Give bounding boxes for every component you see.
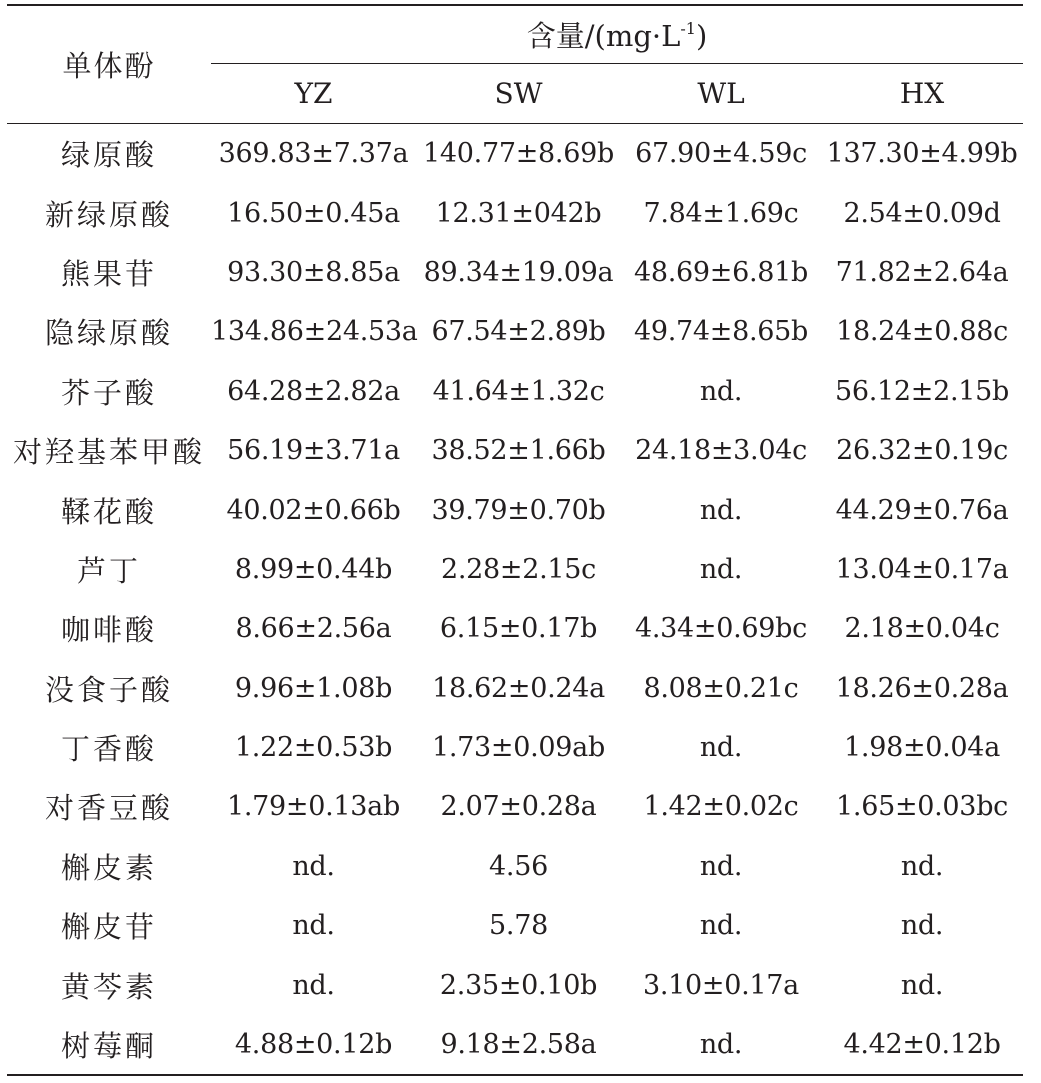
value-cell-yz: 8.66±2.56a — [235, 613, 392, 645]
unit-exponent: -1 — [680, 19, 696, 39]
value-cell-hx: 18.26±0.28a — [835, 672, 1009, 704]
phenolic-content-table-wrapper — [7, 4, 1023, 1076]
compound-name-cell: 对香豆酸 — [44, 791, 173, 826]
table-row — [7, 362, 1023, 421]
table-row — [7, 777, 1023, 836]
value-cell-sw: 6.15±0.17b — [439, 613, 598, 645]
value-cell-sw: 18.62±0.24a — [432, 672, 605, 704]
value-cell-yz: 1.79±0.13ab — [227, 791, 400, 823]
value-cell-wl: 3.10±0.17a — [643, 969, 799, 1001]
value-cell-hx: 2.18±0.04c — [844, 613, 1000, 645]
value-cell-wl: 1.42±0.02c — [643, 791, 799, 823]
value-cell-yz: 8.99±0.44b — [234, 553, 393, 585]
value-cell-wl: 24.18±3.04c — [635, 435, 807, 467]
value-cell-sw: 39.79±0.70b — [431, 494, 606, 526]
value-cell-wl: nd. — [699, 553, 743, 585]
value-cell-yz: nd. — [292, 910, 335, 942]
column-header-hx: HX — [821, 64, 1023, 124]
value-cell-sw: 12.31±042b — [435, 197, 602, 229]
column-header-sw: SW — [416, 64, 621, 124]
table-row — [7, 421, 1023, 480]
value-cell-hx: 26.32±0.19c — [836, 435, 1008, 467]
value-cell-yz: 64.28±2.82a — [227, 375, 400, 407]
table-row — [7, 302, 1023, 361]
compound-name-cell: 槲皮素 — [60, 850, 157, 885]
phenolic-content-table — [7, 4, 1023, 1076]
compound-name-cell: 槲皮苷 — [60, 910, 157, 945]
value-cell-hx: nd. — [900, 910, 944, 942]
value-cell-sw: 1.73±0.09ab — [432, 732, 605, 764]
compound-name-cell: 丁香酸 — [60, 732, 157, 767]
compound-name-cell: 树莓酮 — [7, 1015, 211, 1075]
compound-name-cell: 熊果苷 — [60, 256, 157, 291]
table-body — [7, 124, 1023, 1076]
table-row — [7, 718, 1023, 777]
value-cell-yz: 9.96±1.08b — [234, 672, 393, 704]
table-row — [7, 540, 1023, 599]
value-cell-sw: 2.07±0.28a — [440, 791, 597, 823]
table-header — [7, 5, 1023, 124]
value-cell-yz: 40.02±0.66b — [226, 494, 401, 526]
table-row — [7, 955, 1023, 1014]
table-row — [7, 480, 1023, 539]
table-row — [7, 659, 1023, 718]
value-cell-hx: 44.29±0.76a — [835, 494, 1009, 526]
value-cell-yz: 1.22±0.53b — [234, 732, 393, 764]
value-cell-wl: 4.34±0.69bc — [635, 613, 807, 645]
column-header-yz: YZ — [211, 64, 416, 124]
monophenol-column-header: 单体酚 — [7, 5, 211, 124]
value-cell-sw: 5.78 — [489, 910, 548, 942]
value-cell-sw: 38.52±1.66b — [431, 435, 606, 467]
compound-name-cell: 没食子酸 — [44, 672, 173, 707]
value-cell-sw: 140.77±8.69b — [423, 138, 614, 170]
compound-name-cell: 新绿原酸 — [44, 197, 173, 232]
value-cell-yz: 4.88±0.12b — [211, 1015, 416, 1075]
value-cell-hx: 4.42±0.12b — [821, 1015, 1023, 1075]
content-unit-close: ) — [695, 19, 708, 54]
value-cell-yz: 56.19±3.71a — [227, 435, 400, 467]
value-cell-wl: 49.74±8.65b — [633, 316, 809, 348]
value-cell-yz: nd. — [292, 850, 335, 882]
table-row — [7, 599, 1023, 658]
compound-name-cell: 隐绿原酸 — [44, 316, 173, 351]
value-cell-hx: 18.24±0.88c — [836, 316, 1008, 348]
value-cell-sw: 2.35±0.10b — [439, 969, 598, 1001]
value-cell-wl: 7.84±1.69c — [643, 197, 799, 229]
value-cell-hx: 56.12±2.15b — [835, 375, 1010, 407]
compound-name-cell: 鞣花酸 — [60, 494, 157, 529]
value-cell-hx: 1.65±0.03bc — [836, 791, 1008, 823]
value-cell-yz: 93.30±8.85a — [227, 256, 400, 288]
value-cell-hx: nd. — [900, 850, 944, 882]
value-cell-wl: nd. — [699, 850, 743, 882]
value-cell-hx: 2.54±0.09d — [843, 197, 1001, 229]
value-cell-hx: 13.04±0.17a — [835, 553, 1009, 585]
value-cell-wl: 48.69±6.81b — [633, 256, 809, 288]
value-cell-wl: nd. — [621, 1015, 821, 1075]
value-cell-wl: nd. — [699, 375, 743, 407]
value-cell-yz: 369.83±7.37a — [218, 138, 409, 170]
value-cell-hx: 1.98±0.04a — [844, 732, 1000, 764]
column-header-wl: WL — [621, 64, 821, 124]
value-cell-yz: 16.50±0.45a — [227, 197, 400, 229]
compound-name-cell: 绿原酸 — [60, 138, 157, 173]
content-unit-header — [211, 5, 1023, 64]
value-cell-yz: nd. — [292, 969, 335, 1001]
header-row-group — [7, 5, 1023, 64]
value-cell-hx: 137.30±4.99b — [826, 138, 1018, 170]
compound-name-cell: 芦丁 — [76, 553, 141, 588]
compound-name-cell: 咖啡酸 — [60, 613, 157, 648]
compound-name-cell: 对羟基苯甲酸 — [12, 435, 205, 470]
value-cell-sw: 67.54±2.89b — [431, 316, 606, 348]
value-cell-sw: 9.18±2.58a — [416, 1015, 621, 1075]
value-cell-yz: 134.86±24.53a — [211, 316, 418, 348]
value-cell-sw: 41.64±1.32c — [432, 375, 605, 407]
compound-name-cell: 黄芩素 — [60, 969, 157, 1004]
value-cell-hx: 71.82±2.64a — [835, 256, 1009, 288]
value-cell-sw: 89.34±19.09a — [423, 256, 614, 288]
value-cell-wl: 8.08±0.21c — [643, 672, 799, 704]
value-cell-wl: nd. — [699, 910, 743, 942]
value-cell-wl: nd. — [699, 732, 743, 764]
table-row — [7, 837, 1023, 896]
table-row — [7, 124, 1023, 184]
value-cell-hx: nd. — [900, 969, 944, 1001]
table-row — [7, 243, 1023, 302]
table-row — [7, 183, 1023, 242]
value-cell-sw: 2.28±2.15c — [441, 553, 596, 585]
value-cell-wl: nd. — [699, 494, 743, 526]
table-row — [7, 896, 1023, 955]
table-row — [7, 1015, 1023, 1075]
compound-name-cell: 芥子酸 — [60, 375, 157, 410]
value-cell-sw: 4.56 — [489, 850, 548, 882]
content-unit-label: 含量/(mg·L — [526, 19, 681, 54]
value-cell-wl: 67.90±4.59c — [635, 138, 807, 170]
